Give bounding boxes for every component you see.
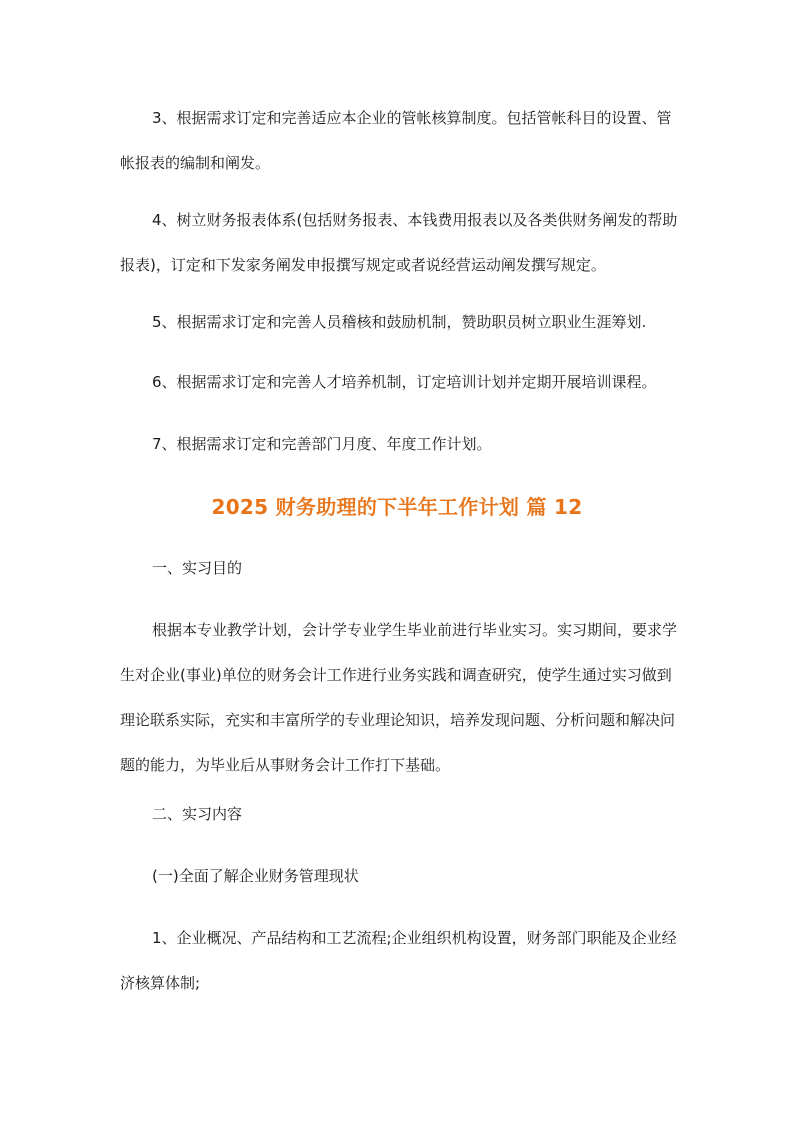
paragraph-item-4: 4、树立财务报表体系(包括财务报表、本钱费用报表以及各类供财务阐发的帮助报表)，订定和下发家务阐发申报撰写规定或者说经营运动阐发撰写规定。 xyxy=(120,211,678,274)
subsection-heading-finance-status: (一)全面了解企业财务管理现状 xyxy=(152,867,359,885)
paragraph-item-3: 3、根据需求订定和完善适应本企业的管帐核算制度。包括管帐科目的设置、管帐报表的编制和阐发。 xyxy=(120,109,672,172)
paragraph-purpose-body: 根据本专业教学计划，会计学专业学生毕业前进行毕业实习。实习期间，要求学生对企业(事业)单位的财务会计工作进行业务实践和调查研究，使学生通过实习做到理论联系实际，充实和丰富所学的专业理论知识，培养发现问题、分析问题和解决问题的能力，为毕业后从事财务会计工作打下基础。 xyxy=(120,621,678,774)
section-title: 2025 财务助理的下半年工作计划 篇 12 xyxy=(211,495,583,519)
paragraph-item-6: 6、根据需求订定和完善人才培养机制，订定培训计划并定期开展培训课程。 xyxy=(152,373,657,391)
paragraph-item-company-overview: 1、企业概况、产品结构和工艺流程;企业组织机构设置，财务部门职能及企业经济核算体制; xyxy=(120,929,677,992)
section-heading-content: 二、实习内容 xyxy=(152,805,243,823)
paragraph-item-5: 5、根据需求订定和完善人员稽核和鼓励机制，赞助职员树立职业生涯筹划. xyxy=(152,313,647,331)
paragraph-item-7: 7、根据需求订定和完善部门月度、年度工作计划。 xyxy=(152,435,492,453)
section-heading-purpose: 一、实习目的 xyxy=(152,559,243,577)
